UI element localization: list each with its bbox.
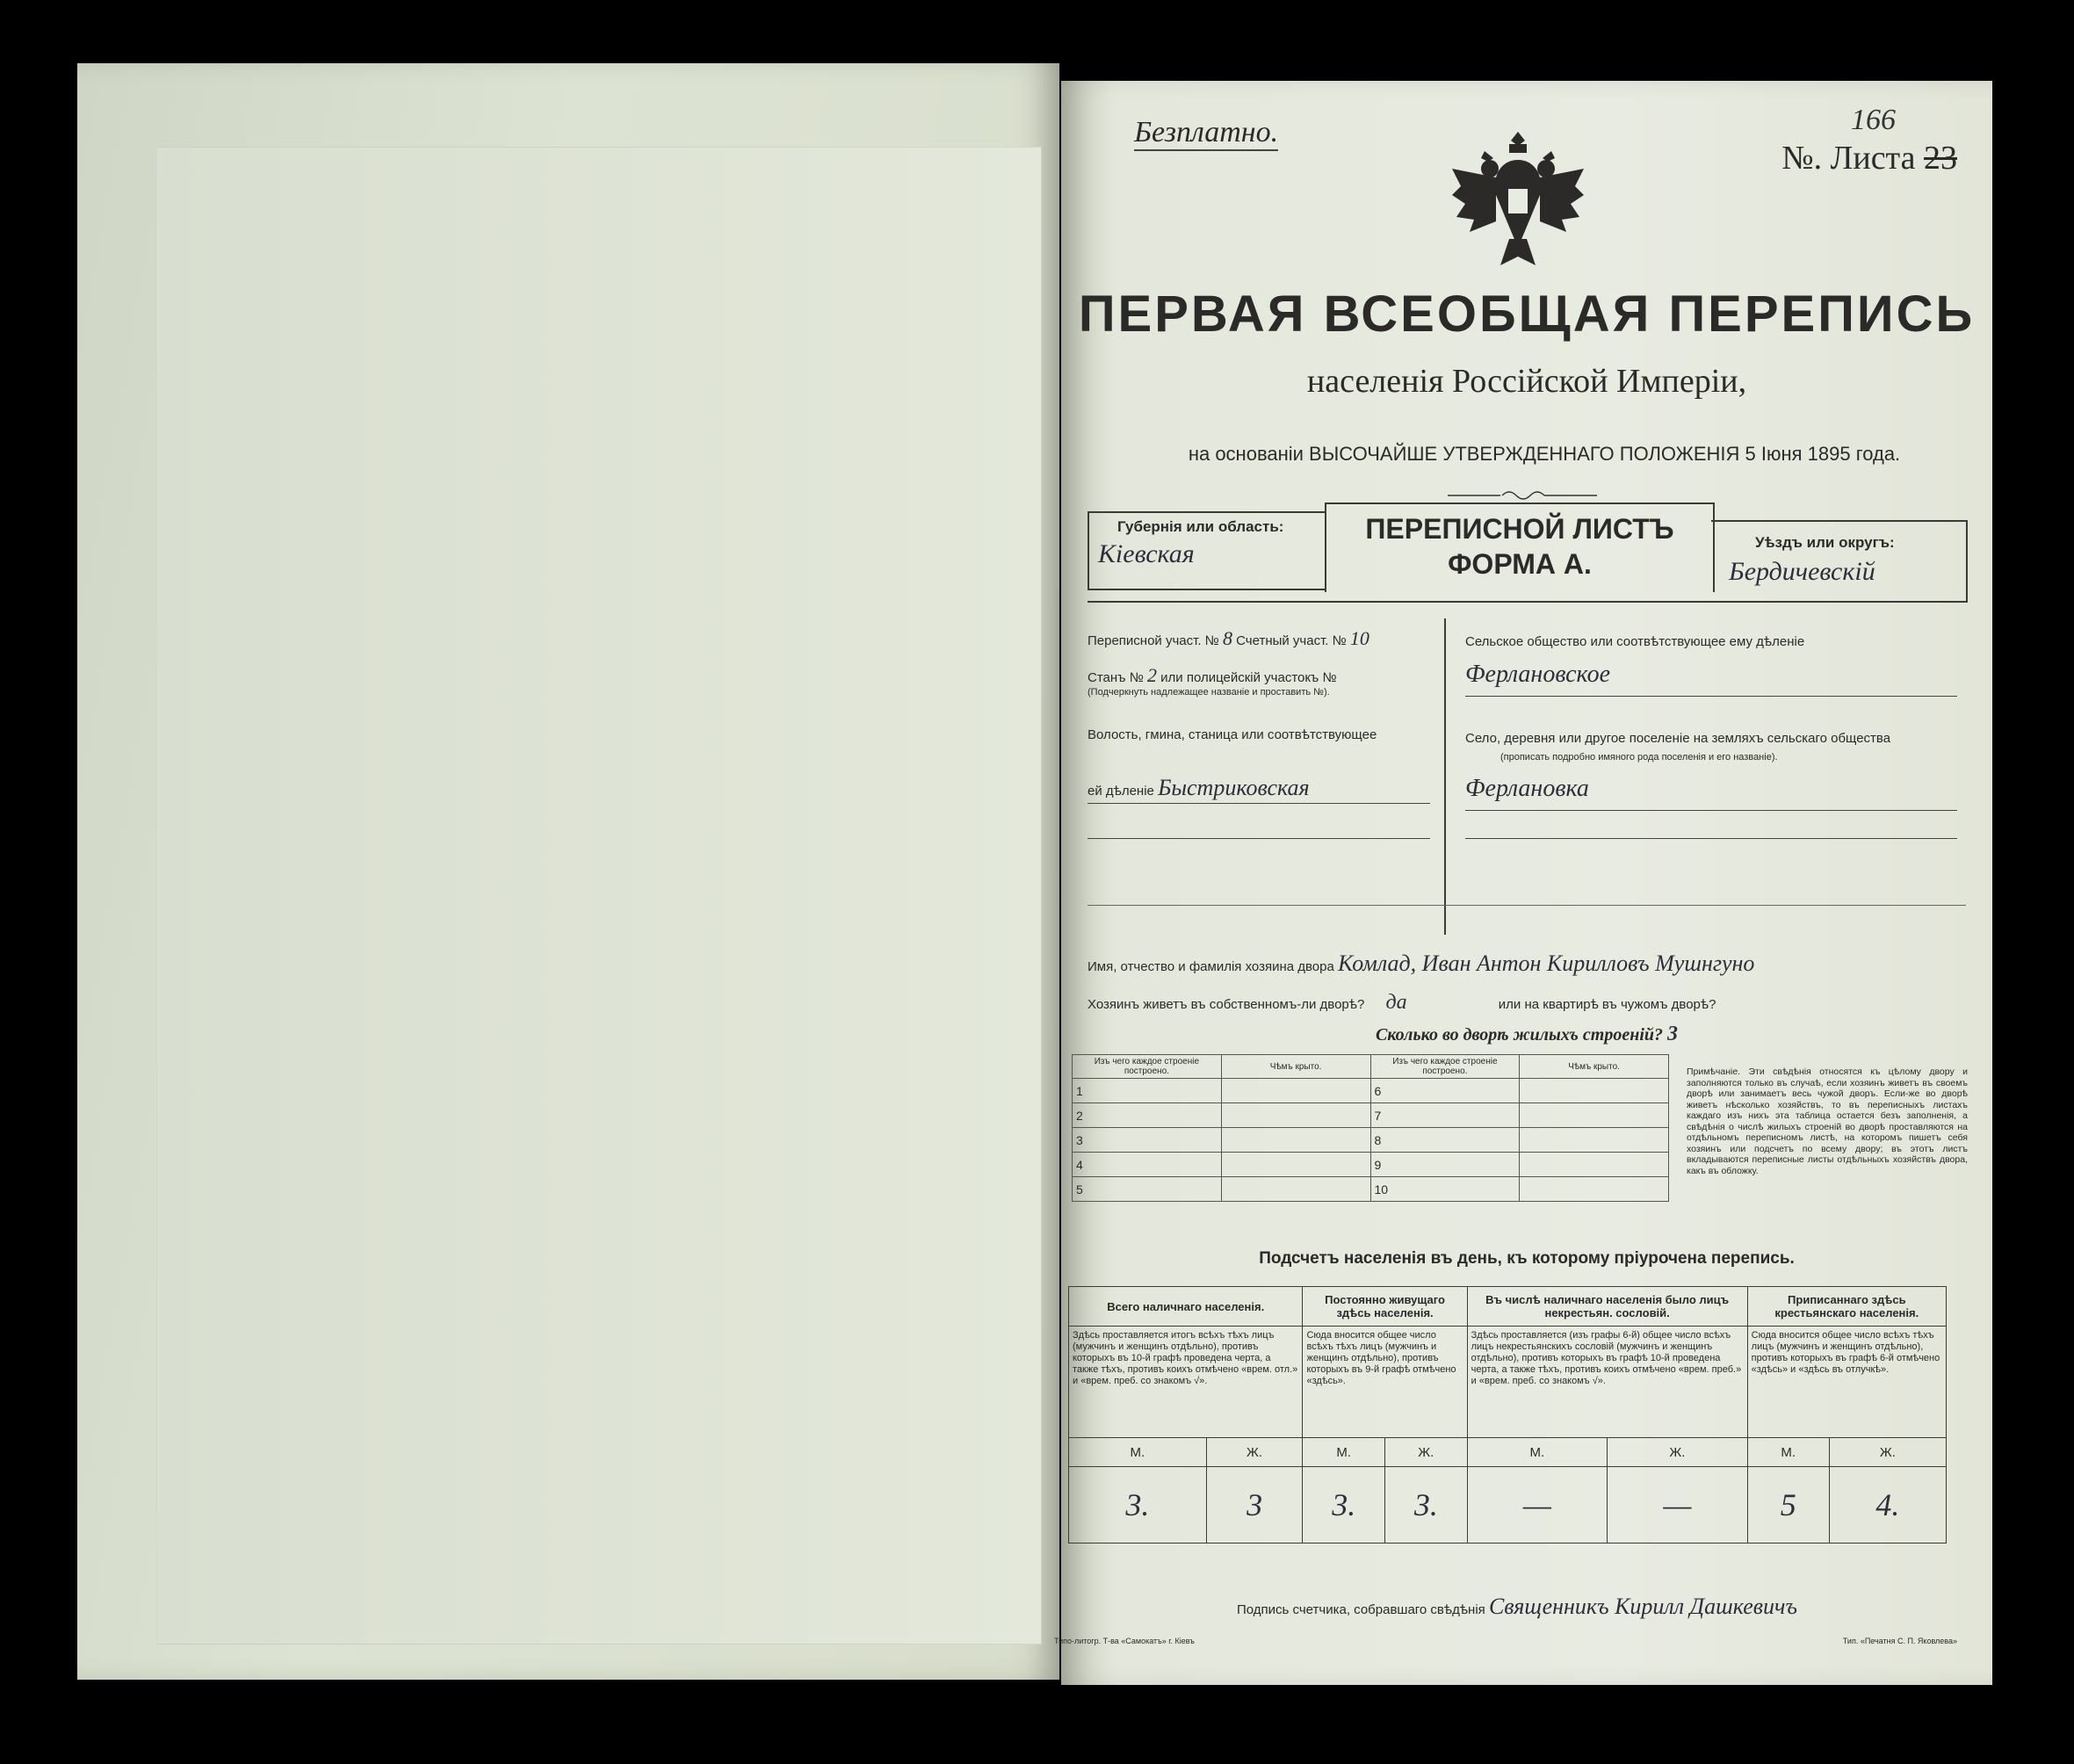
buildings-count-value: 3 xyxy=(1667,1023,1679,1045)
count-male-header: М. xyxy=(1069,1438,1207,1467)
building-row-7: 7 xyxy=(1370,1103,1520,1128)
count-male-header: М. xyxy=(1467,1438,1608,1467)
form-subtitle: населенія Россійской Имперіи, xyxy=(1306,363,1747,400)
buildings-col-roof: Чѣмъ крыто. xyxy=(1221,1055,1370,1079)
section-divider-mid xyxy=(1088,905,1966,906)
buildings-col-material: Изъ чего каждое строеніе построено. xyxy=(1073,1055,1222,1079)
lives-own-value: да xyxy=(1385,991,1407,1014)
count-permanent-female: 3. xyxy=(1385,1467,1468,1544)
building-cell xyxy=(1221,1177,1370,1202)
count-header-permanent: Постоянно живущаго здѣсь населенія. xyxy=(1303,1287,1467,1327)
count-permanent-male: 3. xyxy=(1303,1467,1385,1544)
society-value: Ферлановское xyxy=(1465,661,1957,697)
count-female-header: Ж. xyxy=(1206,1438,1303,1467)
stan-line xyxy=(1088,664,1439,687)
left-page-blank xyxy=(77,63,1059,1680)
count-female-header: Ж. xyxy=(1608,1438,1748,1467)
uezd-value: Бердичевскій xyxy=(1729,557,1875,586)
village-extra-line xyxy=(1465,836,1957,839)
building-row-4: 4 xyxy=(1073,1153,1222,1177)
guberniya-value: Кіевская xyxy=(1098,539,1195,568)
building-row-10: 10 xyxy=(1370,1177,1520,1202)
building-row-6: 6 xyxy=(1370,1079,1520,1103)
buildings-col-roof-2: Чѣмъ крыто. xyxy=(1520,1055,1669,1079)
lives-own-label: Хозяинъ живетъ въ собственномъ-ли дворѣ? xyxy=(1088,997,1365,1012)
signature-label: Подпись счетчика, собравшаго свѣдѣнія xyxy=(1237,1602,1485,1617)
count-female-header: Ж. xyxy=(1829,1438,1946,1467)
count-desc-peasant: Сюда вносится общее число всѣхъ тѣхъ лицъ (мужчинъ и женщинъ отдѣльно), противъ которыхъ въ графѣ 6-й отмѣчено «здѣсь» и «здѣсь въ отлучкѣ». xyxy=(1747,1327,1946,1438)
count-total-male: 3. xyxy=(1069,1467,1207,1544)
footer-printer-left: Типо-литогр. Т-ва «Самокатъ» г. Кіевъ xyxy=(1054,1637,1195,1645)
building-row-2: 2 xyxy=(1073,1103,1222,1128)
building-cell xyxy=(1520,1079,1669,1103)
guberniya-box xyxy=(1088,511,1326,590)
volost-label-2: ей дѣленіе xyxy=(1088,784,1154,799)
count-desc-non-peasant: Здѣсь проставляется (изъ графы 6-й) общее число всѣхъ лицъ некрестьянскихъ сословій (мужчинъ и женщинъ отдѣльно), противъ которыхъ въ графѣ 10-й проведена черта, а также тѣхъ, противъ коихъ отмѣчено «врем. преб.» и «врем. преб. со знакомъ √». xyxy=(1467,1327,1747,1438)
free-label: Безплатно. xyxy=(1134,116,1278,151)
building-cell xyxy=(1221,1103,1370,1128)
footer-printer-right: Тип. «Печатня С. П. Яковлева» xyxy=(1842,1637,1957,1645)
count-title: Подсчетъ населенія въ день, къ которому пріурочена перепись. xyxy=(1259,1249,1795,1268)
form-title: ПЕРВАЯ ВСЕОБЩАЯ ПЕРЕПИСЬ xyxy=(1078,286,1976,343)
building-cell xyxy=(1520,1177,1669,1202)
form-type-box xyxy=(1325,502,1715,592)
building-cell xyxy=(1520,1128,1669,1153)
count-total-female: 3 xyxy=(1206,1467,1303,1544)
lives-line xyxy=(1088,991,1966,1015)
volost-label: Волость, гмина, станица или соотвѣтствующее xyxy=(1088,727,1377,742)
stan-value: 2 xyxy=(1146,664,1157,686)
uezd-label: Уѣздъ или округъ: xyxy=(1755,534,1895,551)
buildings-count-label: Сколько во дворѣ жилыхъ строеній? xyxy=(1375,1025,1664,1045)
village-label: Село, деревня или другое поселеніе на земляхъ сельскаго общества xyxy=(1465,731,1891,746)
sheet-number-handwritten: 166 xyxy=(1851,104,1896,136)
counting-district-value: 10 xyxy=(1349,627,1369,649)
left-page-inner-frame xyxy=(156,147,1042,1645)
building-row-5: 5 xyxy=(1073,1177,1222,1202)
owner-line xyxy=(1088,951,1966,977)
count-peasant-male: 5 xyxy=(1747,1467,1829,1544)
sheet-label: №. Листа xyxy=(1781,140,1916,177)
volost-extra-line xyxy=(1088,836,1430,839)
buildings-count-line xyxy=(1061,1023,1992,1046)
double-headed-eagle-emblem xyxy=(1448,125,1588,274)
sheet-number xyxy=(1781,139,1957,177)
building-row-9: 9 xyxy=(1370,1153,1520,1177)
building-row-1: 1 xyxy=(1073,1079,1222,1103)
count-header-total: Всего наличнаго населенія. xyxy=(1069,1287,1303,1327)
population-count-table xyxy=(1068,1286,1947,1544)
count-peasant-female: 4. xyxy=(1829,1467,1946,1544)
buildings-note: Примѣчаніе. Эти свѣдѣнія относятся къ цѣлому двору и заполняются только въ случаѣ, если хозяинъ живетъ въ своемъ дворѣ или занимаетъ весь чужой дворъ. Если-же во дворѣ живетъ нѣсколько хозяйствъ, то въ переписныхъ листахъ каждаго изъ нихъ эта таблица остается безъ заполненія, а свѣдѣнія о числѣ жилыхъ строеній во дворѣ проставляются на отдѣльномъ переписномъ листѣ, на которомъ пишетъ себя хозяинъ или подсчетъ по всему двору; въ этотъ листъ вкладываются переписные листы отдѣльныхъ хозяйствъ двора, какъ въ обложку. xyxy=(1687,1066,1968,1176)
form-legal-basis: на основаніи ВЫСОЧАЙШЕ УТВЕРЖДЕННАГО ПОЛОЖЕНІЯ 5 Іюня 1895 года. xyxy=(1188,443,1901,465)
volost-line xyxy=(1088,775,1430,804)
count-male-header: М. xyxy=(1303,1438,1385,1467)
district-line xyxy=(1088,627,1439,650)
count-male-header: М. xyxy=(1747,1438,1829,1467)
village-value: Ферлановка xyxy=(1465,775,1957,811)
census-district-label: Переписной участ. № xyxy=(1088,633,1219,648)
census-district-value: 8 xyxy=(1222,627,1232,649)
count-non-peasant-female: — xyxy=(1608,1467,1748,1544)
building-cell xyxy=(1221,1079,1370,1103)
signature-value: Священникъ Кирилл Дашкевичъ xyxy=(1488,1594,1797,1619)
stan-label: Станъ № xyxy=(1088,670,1144,685)
count-non-peasant-male: — xyxy=(1467,1467,1608,1544)
counting-district-label: Счетный участ. № xyxy=(1236,633,1347,648)
buildings-table xyxy=(1072,1054,1669,1202)
guberniya-label: Губернія или область: xyxy=(1117,518,1284,535)
stan-rest: или полицейскій участокъ № xyxy=(1160,670,1337,685)
owner-value: Комлад, Иван Антон Кирилловъ Мушнгуно xyxy=(1338,951,1755,976)
society-label: Сельское общество или соотвѣтствующее ему дѣленіе xyxy=(1465,634,1805,649)
count-header-non-peasant: Въ числѣ наличнаго населенія было лицъ некрестьян. сословій. xyxy=(1467,1287,1747,1327)
census-form-page xyxy=(1054,81,1992,1685)
lives-rent-label: или на квартирѣ въ чужомъ дворѣ? xyxy=(1498,997,1716,1012)
section-divider-top xyxy=(1088,601,1966,603)
section-vertical-divider xyxy=(1444,618,1446,935)
count-desc-permanent: Сюда вносится общее число всѣхъ тѣхъ лицъ (мужчинъ и женщинъ отдѣльно), противъ которыхъ въ 9-й графѣ отмѣчено «здѣсь». xyxy=(1303,1327,1467,1438)
building-cell xyxy=(1520,1103,1669,1128)
form-type-sub: ФОРМА А. xyxy=(1448,548,1592,580)
count-desc-total: Здѣсь проставляется итогъ всѣхъ тѣхъ лицъ (мужчинъ и женщинъ отдѣльно), противъ которыхъ въ 10-й графѣ проведена черта, а также тѣхъ, противъ коихъ отмѣчено «врем. отл.» и «врем. преб. со знакомъ √». xyxy=(1069,1327,1303,1438)
buildings-col-material-2: Изъ чего каждое строеніе построено. xyxy=(1370,1055,1520,1079)
building-row-3: 3 xyxy=(1073,1128,1222,1153)
building-cell xyxy=(1221,1128,1370,1153)
count-header-peasant: Приписаннаго здѣсь крестьянскаго населенія. xyxy=(1747,1287,1946,1327)
signature-line xyxy=(1237,1594,1975,1620)
volost-value: Быстриковская xyxy=(1158,775,1310,800)
stan-note: (Подчеркнуть надлежащее названіе и проставить №). xyxy=(1088,687,1330,698)
building-cell xyxy=(1221,1153,1370,1177)
ornament-divider xyxy=(1448,487,1597,504)
uezd-box xyxy=(1711,520,1968,603)
village-note: (прописать подробно имяного рода поселенія и его названіе). xyxy=(1500,752,1778,763)
building-row-8: 8 xyxy=(1370,1128,1520,1153)
owner-label: Имя, отчество и фамилія хозяина двора xyxy=(1088,959,1334,974)
sheet-number-struck: 23 xyxy=(1924,140,1957,177)
form-type-title: ПЕРЕПИСНОЙ ЛИСТЪ xyxy=(1365,513,1674,545)
building-cell xyxy=(1520,1153,1669,1177)
count-female-header: Ж. xyxy=(1385,1438,1468,1467)
